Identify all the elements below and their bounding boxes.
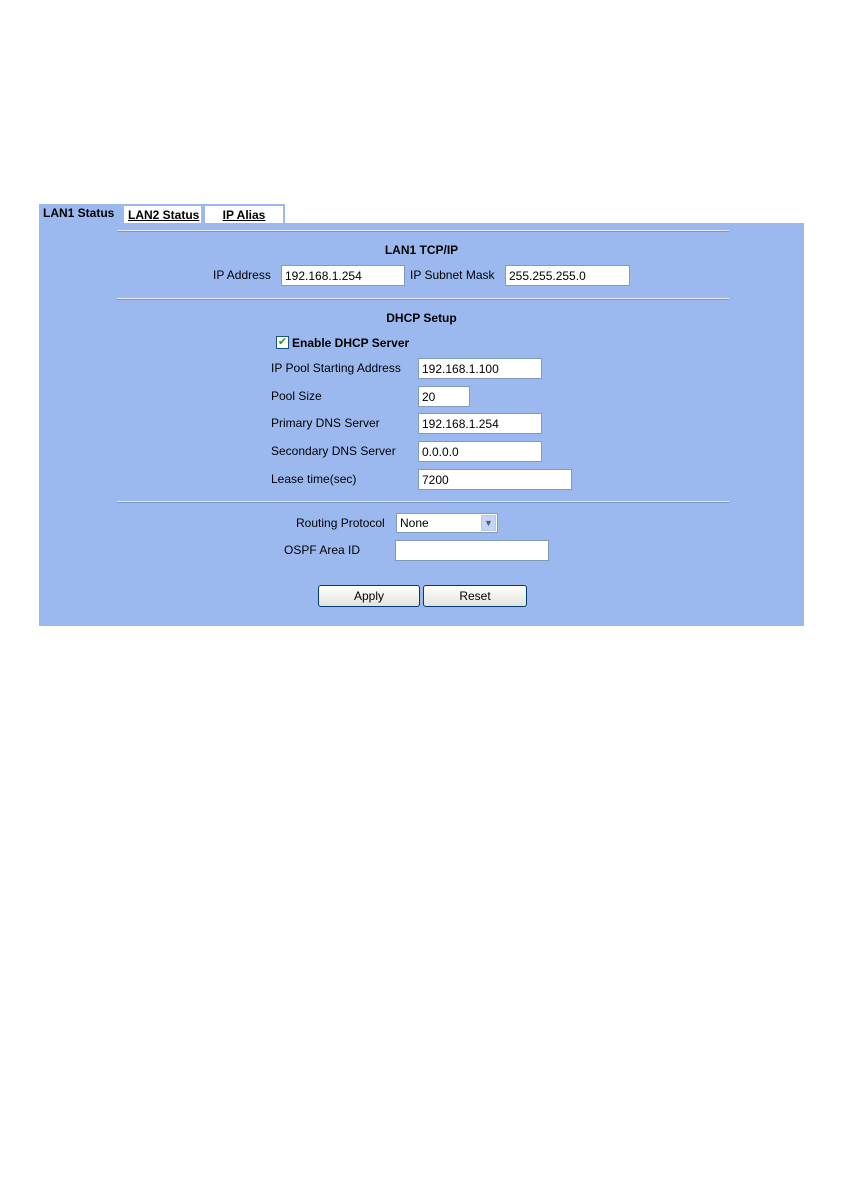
routing-protocol-value: None bbox=[400, 516, 429, 530]
divider bbox=[117, 501, 729, 503]
primary-dns-input[interactable] bbox=[418, 413, 542, 434]
secondary-dns-input[interactable] bbox=[418, 441, 542, 462]
enable-dhcp-checkbox[interactable] bbox=[276, 336, 289, 349]
ospf-area-label: OSPF Area ID bbox=[284, 543, 361, 557]
pool-start-input[interactable] bbox=[418, 358, 542, 379]
ip-address-input[interactable] bbox=[281, 265, 405, 286]
lan1-tcpip-title: LAN1 TCP/IP bbox=[384, 243, 459, 257]
routing-protocol-label: Routing Protocol bbox=[296, 516, 385, 530]
pool-start-label: IP Pool Starting Address bbox=[271, 361, 401, 375]
ip-address-label: IP Address bbox=[213, 268, 271, 282]
tab-ip-alias[interactable]: IP Alias bbox=[203, 204, 285, 223]
lease-time-label: Lease time(sec) bbox=[271, 472, 357, 486]
secondary-dns-label: Secondary DNS Server bbox=[271, 444, 396, 458]
ospf-area-input[interactable] bbox=[395, 540, 549, 561]
reset-button[interactable]: Reset bbox=[423, 585, 527, 607]
divider bbox=[117, 230, 729, 232]
checkmark-icon: ✔ bbox=[277, 336, 288, 348]
primary-dns-label: Primary DNS Server bbox=[271, 416, 380, 430]
lan-settings-panel bbox=[39, 223, 804, 626]
lease-time-input[interactable] bbox=[418, 469, 572, 490]
divider bbox=[117, 298, 729, 300]
routing-protocol-select[interactable] bbox=[396, 513, 498, 533]
tab-lan1-status[interactable]: LAN1 Status bbox=[39, 204, 122, 223]
chevron-down-icon[interactable]: ▼ bbox=[481, 515, 496, 531]
pool-size-label: Pool Size bbox=[271, 389, 322, 403]
tab-lan2-status[interactable]: LAN2 Status bbox=[122, 204, 203, 223]
subnet-mask-input[interactable] bbox=[505, 265, 630, 286]
pool-size-input[interactable] bbox=[418, 386, 470, 407]
apply-button[interactable]: Apply bbox=[318, 585, 420, 607]
subnet-mask-label: IP Subnet Mask bbox=[410, 268, 495, 282]
dhcp-setup-title: DHCP Setup bbox=[386, 311, 457, 325]
tab-bar bbox=[39, 204, 285, 223]
enable-dhcp-label: Enable DHCP Server bbox=[292, 336, 410, 350]
